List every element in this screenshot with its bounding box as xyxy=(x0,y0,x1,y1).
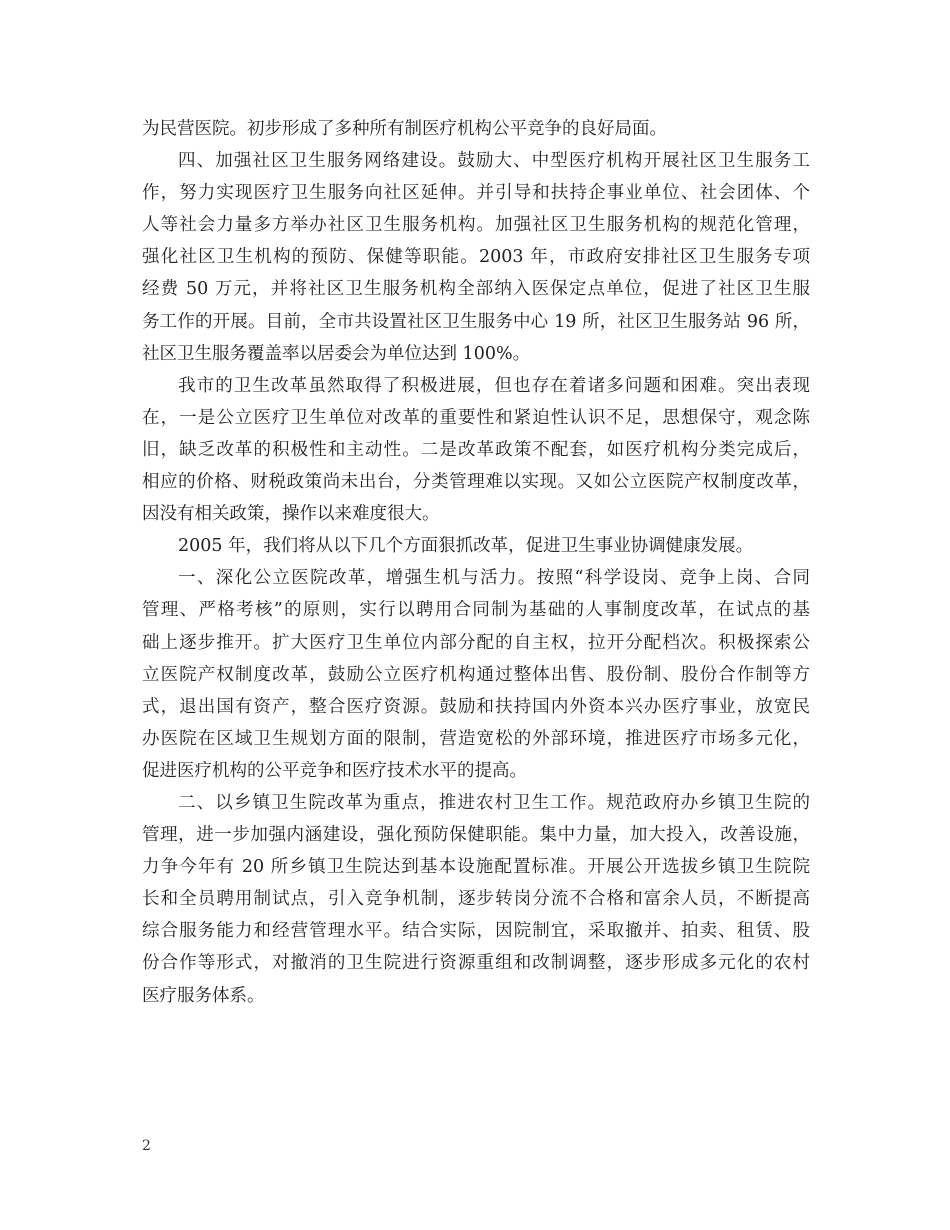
text-line: 强化社区卫生机构的预防、保健等职能。2003 年，市政府安排社区卫生服务专项 xyxy=(142,247,810,268)
text-line: 务工作的开展。目前，全市共设置社区卫生服务中心 19 所，社区卫生服务站 96 所， xyxy=(142,311,810,332)
text-line: 2005 年，我们将从以下几个方面狠抓改革，促进卫生事业协调健康发展。 xyxy=(178,536,754,557)
text-line: 式，退出国有资产，整合医疗资源。鼓励和扶持国内外资本兴办医疗事业，放宽民 xyxy=(142,696,810,717)
text-line: 社区卫生服务覆盖率以居委会为单位达到 100%。 xyxy=(142,343,531,364)
text-line: 促进医疗机构的公平竞争和医疗技术水平的提高。 xyxy=(142,760,527,781)
text-line: 一、深化公立医院改革，增强生机与活力。按照“科学设岗、竞争上岗、合同 xyxy=(178,568,810,589)
text-line: 管理，进一步加强内涵建设，强化预防保健职能。集中力量，加大投入，改善设施， xyxy=(142,825,810,846)
text-line: 经费 50 万元，并将社区卫生服务机构全部纳入医保定点单位，促进了社区卫生服 xyxy=(142,279,810,300)
text-line: 长和全员聘用制试点，引入竞争机制，逐步转岗分流不合格和富余人员，不断提高 xyxy=(142,889,810,910)
text-line: 管理、严格考核”的原则，实行以聘用合同制为基础的人事制度改革，在试点的基 xyxy=(142,600,810,621)
text-line: 在，一是公立医疗卫生单位对改革的重要性和紧迫性认识不足，思想保守，观念陈 xyxy=(142,407,810,428)
text-line: 作，努力实现医疗卫生服务向社区延伸。并引导和扶持企事业单位、社会团体、个 xyxy=(142,183,810,204)
text-line: 我市的卫生改革虽然取得了积极进展，但也存在着诸多问题和困难。突出表现 xyxy=(178,375,810,396)
text-line: 二、以乡镇卫生院改革为重点，推进农村卫生工作。规范政府办乡镇卫生院的 xyxy=(178,792,810,813)
text-line: 为民营医院。初步形成了多种所有制医疗机构公平竞争的良好局面。 xyxy=(142,119,667,139)
text-line: 力争今年有 20 所乡镇卫生院达到基本设施配置标准。开展公开选拔乡镇卫生院院 xyxy=(142,857,810,878)
text-line: 医疗服务体系。 xyxy=(142,985,265,1006)
text-line: 人等社会力量多方举办社区卫生服务机构。加强社区卫生服务机构的规范化管理， xyxy=(142,215,810,236)
text-line: 础上逐步推开。扩大医疗卫生单位内部分配的自主权，拉开分配档次。积极探索公 xyxy=(142,632,810,653)
page-number: 2 xyxy=(142,1138,151,1154)
text-line: 立医院产权制度改革，鼓励公立医疗机构通过整体出售、股份制、股份合作制等方 xyxy=(142,664,810,685)
text-line: 四、加强社区卫生服务网络建设。鼓励大、中型医疗机构开展社区卫生服务工 xyxy=(178,151,810,172)
text-line: 办医院在区域卫生规划方面的限制，营造宽松的外部环境，推进医疗市场多元化， xyxy=(142,728,810,749)
document-body xyxy=(142,113,810,1012)
text-line: 相应的价格、财税政策尚未出台，分类管理难以实现。又如公立医院产权制度改革， xyxy=(142,472,810,493)
text-line: 综合服务能力和经营管理水平。结合实际，因院制宜，采取撤并、拍卖、租赁、股 xyxy=(142,921,810,942)
text-line: 份合作等形式，对撤消的卫生院进行资源重组和改制调整，逐步形成多元化的农村 xyxy=(142,953,810,974)
text-line: 因没有相关政策，操作以来难度很大。 xyxy=(142,504,440,525)
text-line: 旧，缺乏改革的积极性和主动性。二是改革政策不配套，如医疗机构分类完成后， xyxy=(142,439,810,460)
